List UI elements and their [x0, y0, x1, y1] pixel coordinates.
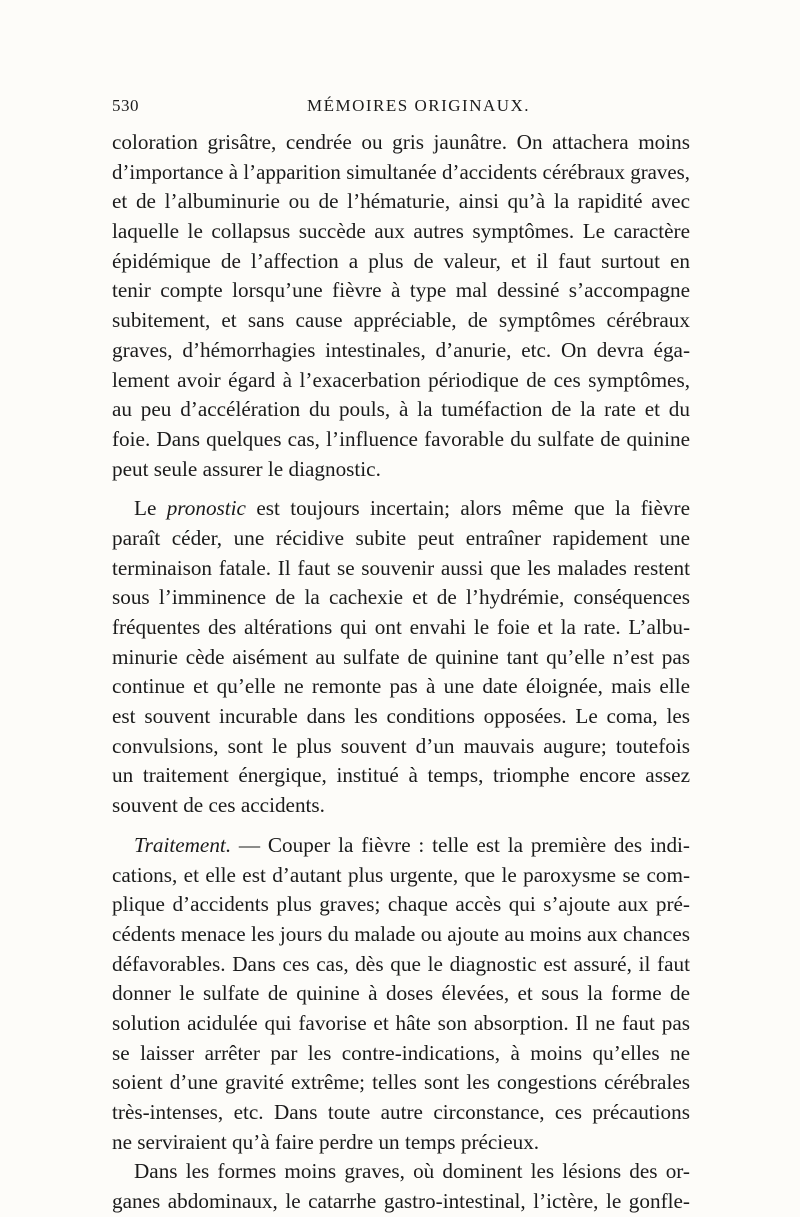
text-line: très-intenses, etc. Dans toute autre circonstance, ces précautions	[112, 1100, 690, 1124]
text-line: soient d’une gravité extrême; telles sont les congestions cérébrales	[112, 1070, 690, 1095]
page-number: 530	[112, 96, 139, 115]
text-line: tenir compte lorsqu’une fièvre à type mal dessiné s’accompagne	[112, 278, 690, 303]
lead-rest: — Couper la fièvre : telle est la première des indi-	[231, 832, 690, 857]
text-line: cédents menace les jours du malade ou ajoute au moins aux chances	[112, 921, 690, 946]
text-line: laquelle le collapsus succède aux autres symptômes. Le caractère	[112, 219, 690, 244]
text-line: convulsions, sont le plus souvent d’un mauvais augure; toutefois	[112, 733, 690, 758]
lead-rest: est toujours incertain; alors même que la fièvre	[245, 496, 690, 521]
text-line: ganes abdominaux, le catarrhe gastro-intestinal, l’ictère, le gonfle-	[112, 1189, 690, 1214]
text-line: est souvent incurable dans les conditions opposées. Le coma, les	[112, 704, 690, 729]
text-line: donner le sulfate de quinine à doses élevées, et sous la forme de	[112, 981, 690, 1006]
text-line	[112, 494, 690, 524]
text-line: fréquentes des altérations qui ont envahi le foie et la rate. L’albu-	[112, 615, 690, 639]
text-line: Dans les formes moins graves, où dominent les lésions des or-	[134, 1159, 690, 1184]
text-line: au peu d’accélération du pouls, à la tuméfaction de la rate et du	[112, 397, 690, 422]
text-line: graves, d’hémorrhagies intestinales, d’anurie, etc. On devra éga-	[112, 337, 690, 362]
lead-prefix: Le	[134, 496, 167, 521]
section-heading: Traitement.	[134, 832, 232, 857]
running-title: MÉMOIRES ORIGINAUX.	[307, 96, 531, 115]
paragraph-pronostic	[112, 494, 690, 821]
text-line: et de l’albuminurie ou de l’hématurie, ainsi qu’à la rapidité avec	[112, 189, 690, 214]
text-line: souvent de ces accidents.	[112, 793, 325, 818]
text-line: continue et qu’elle ne remonte pas à une date éloignée, mais elle	[112, 674, 690, 699]
text-line: se laisser arrêter par les contre-indications, à moins qu’elles ne	[112, 1040, 690, 1065]
paragraph-traitement	[112, 831, 690, 1158]
text-line: paraît céder, une récidive subite peut entraîner rapidement une	[112, 525, 690, 550]
text-line: plique d’accidents plus graves; chaque accès qui s’ajoute aux pré-	[112, 892, 690, 917]
section-term: pronostic	[166, 496, 246, 521]
page-body	[112, 128, 690, 1217]
text-line: coloration grisâtre, cendrée ou gris jaunâtre. On attachera moins	[112, 130, 690, 154]
text-line: d’importance à l’apparition simultanée d’accidents cérébraux graves,	[112, 159, 690, 184]
text-line: minurie cède aisément au sulfate de quinine tant qu’elle n’est pas	[112, 644, 690, 669]
text-line: défavorables. Dans ces cas, dès que le diagnostic est assuré, il faut	[112, 951, 690, 976]
text-line: lement avoir égard à l’exacerbation périodique de ces symptômes,	[112, 367, 690, 392]
text-line: sous l’imminence de la cachexie et de l’hydrémie, conséquences	[112, 585, 690, 610]
text-line: cations, et elle est d’autant plus urgente, que le paroxysme se com-	[112, 862, 690, 887]
paragraph	[112, 128, 690, 484]
text-line: ne serviraient qu’à faire perdre un temps précieux.	[112, 1129, 540, 1154]
text-line: un traitement énergique, institué à temps, triomphe encore assez	[112, 763, 690, 788]
text-line: subitement, et sans cause appréciable, de symptômes cérébraux	[112, 308, 690, 333]
text-line: foie. Dans quelques cas, l’influence favorable du sulfate de quinine	[112, 426, 690, 451]
text-line: terminaison fatale. Il faut se souvenir aussi que les malades restent	[112, 555, 690, 580]
paragraph	[112, 1157, 690, 1216]
text-line: solution acidulée qui favorise et hâte son absorption. Il ne faut pas	[112, 1010, 690, 1035]
text-line: peut seule assurer le diagnostic.	[112, 456, 381, 481]
text-line	[112, 831, 690, 861]
text-line: épidémique de l’affection a plus de valeur, et il faut surtout en	[112, 248, 690, 273]
page-header	[112, 96, 690, 126]
